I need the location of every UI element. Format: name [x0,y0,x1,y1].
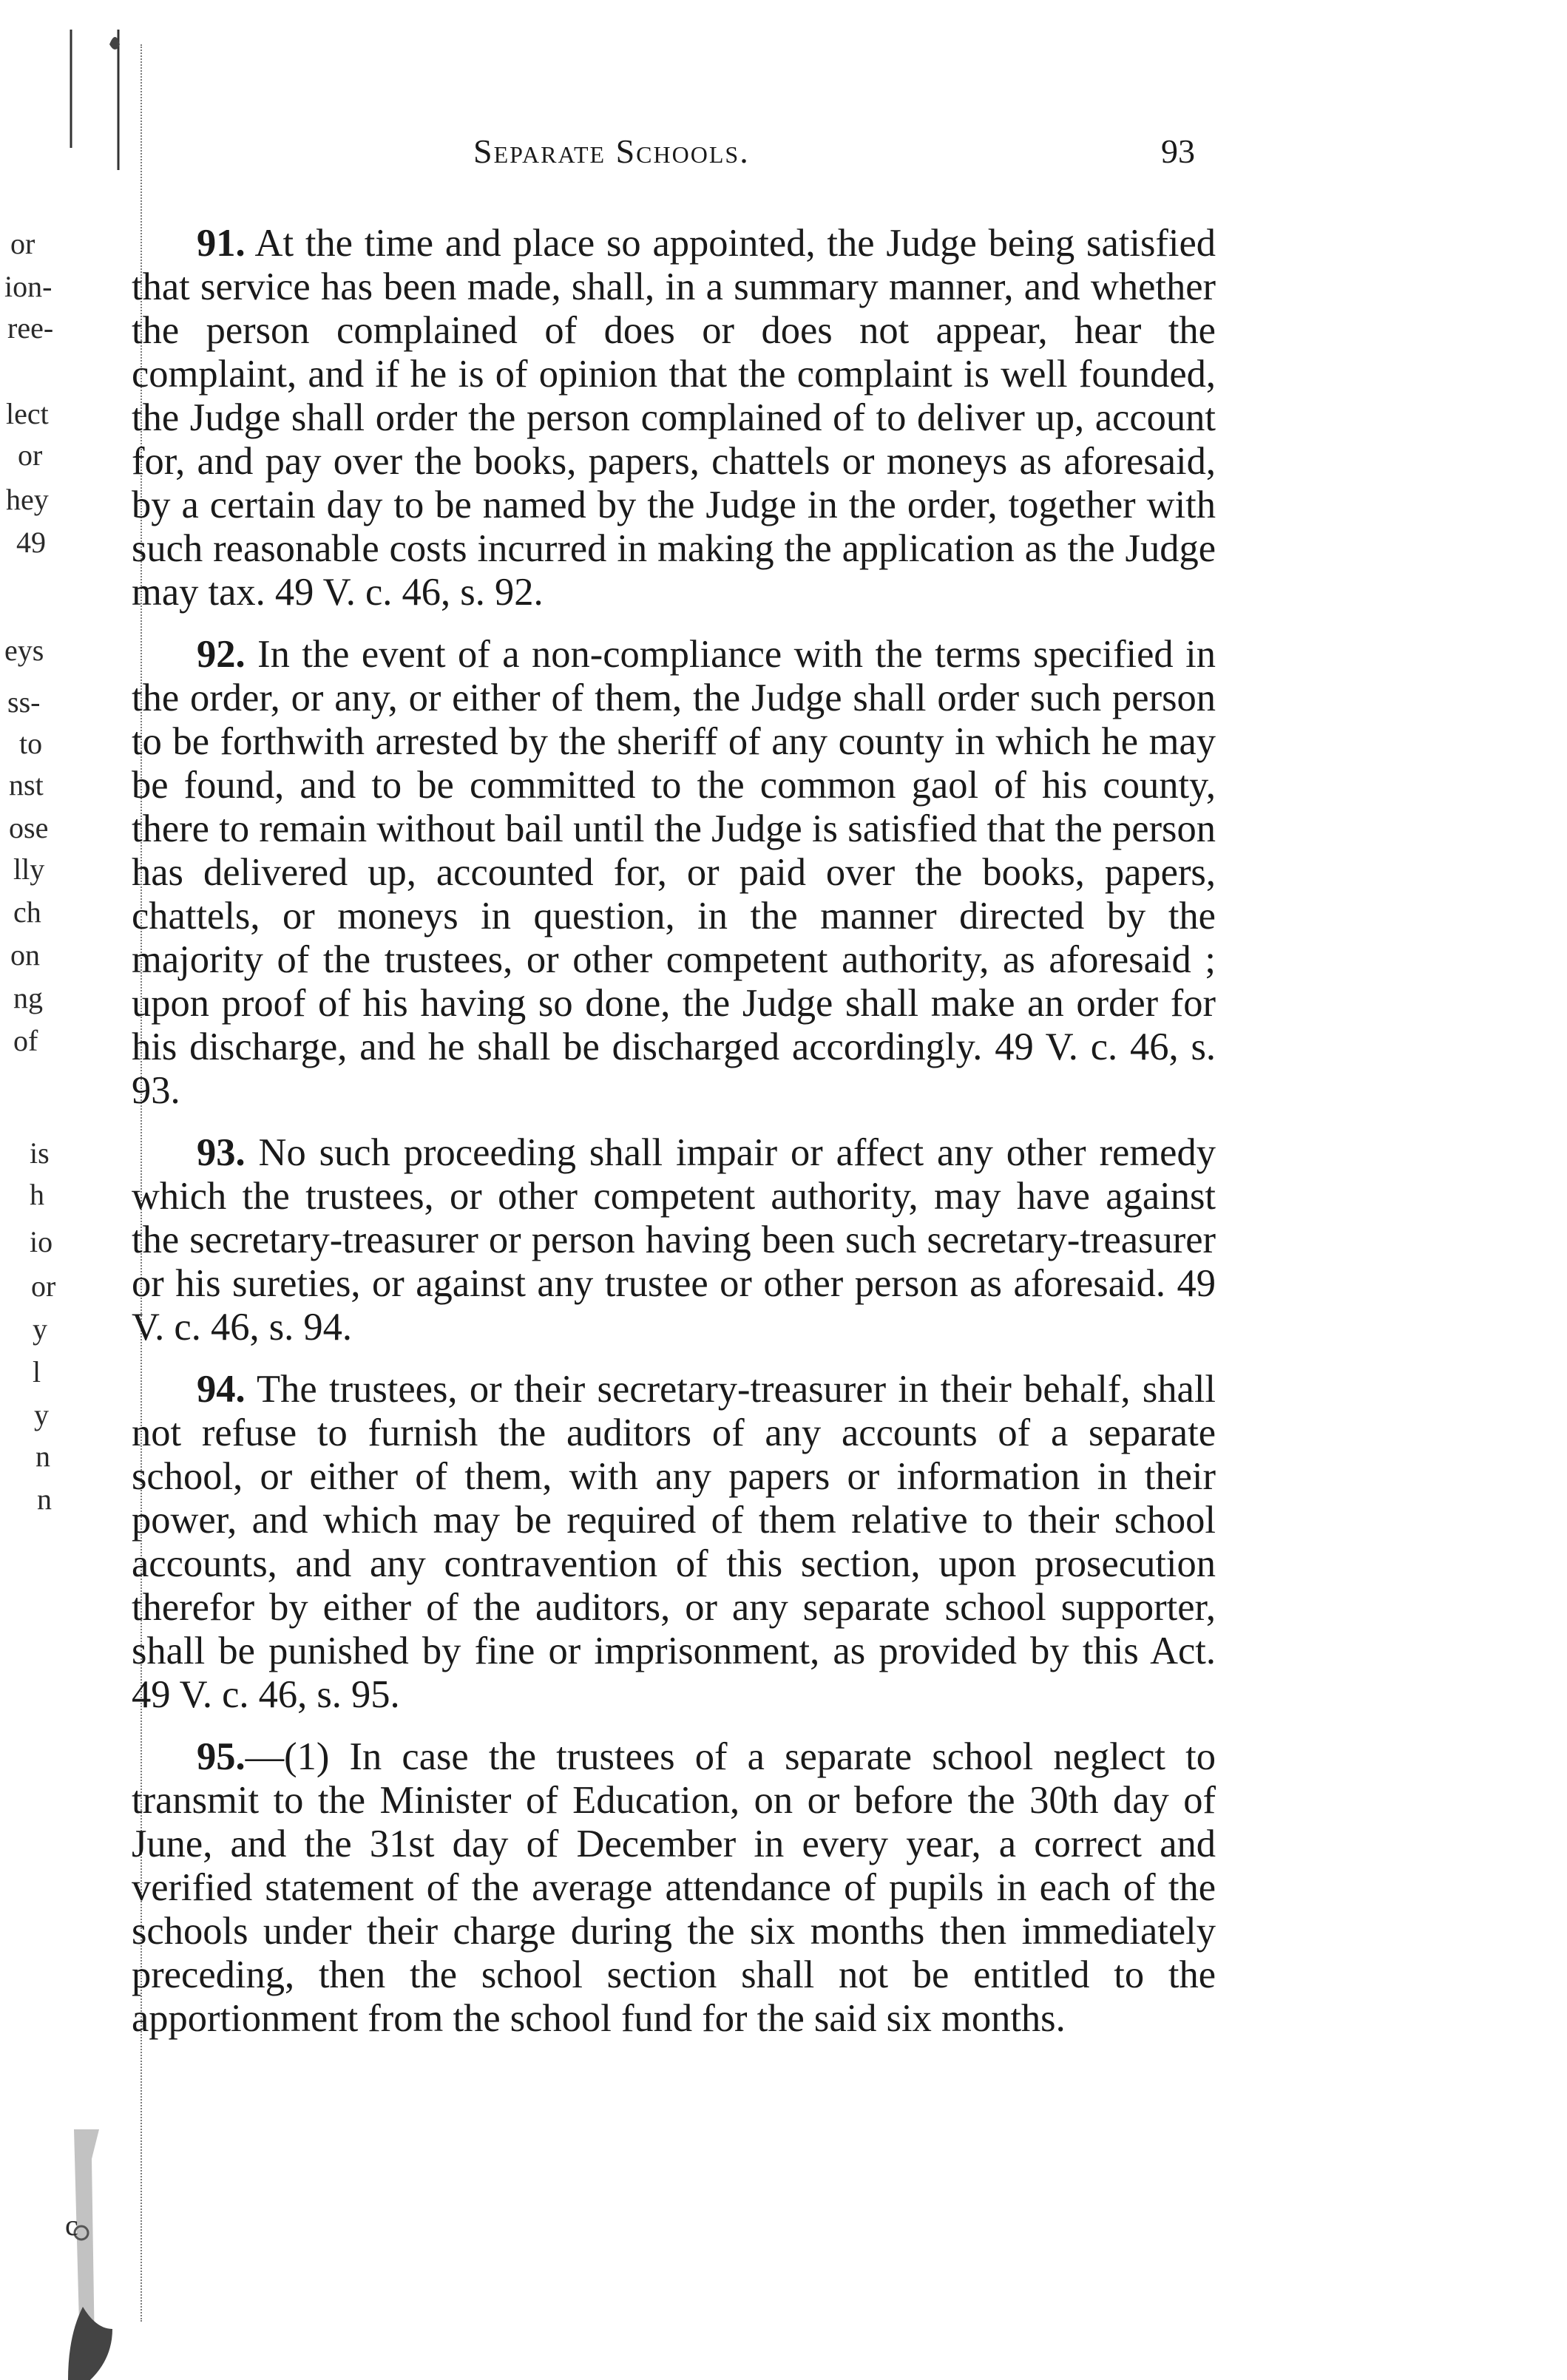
margin-fragment: lly [13,852,45,886]
margin-fragment: of [13,1024,38,1057]
section-91 [132,222,1216,614]
margin-fragment: ree- [7,311,54,345]
section-text: At the time and place so appointed, the Judge being satisfied that service has been made, shall, in a summary manner, and whether the person complained of does or does not appear, hear the complaint, and if he is of opinion that the complaint is well founded, the Judge shall order the person complained of to deliver up, account for, and pay over the books, papers, chattels or moneys as aforesaid, by a certain day to be named by the Judge in the order, together with such reasonable costs incurred in making the application as the Judge may tax. 49 V. c. 46, s. 92. [132,222,1216,614]
running-head: Separate Schools. [473,132,750,170]
margin-fragment: eys [4,634,44,667]
margin-fragment: or [31,1269,56,1303]
section-92 [132,633,1216,1113]
margin-fragment: ss- [7,685,41,719]
section-text: The trustees, or their secretary-treasurer in their behalf, shall not refuse to furnish the auditors of any accounts of a separate school, or either of them, with any papers or information in their power, and which may be required of them relative to their school accounts, and any contravention of this section, upon prosecution therefor by either of the auditors, or any separate school supporter, shall be punished by fine or imprisonment, as provided by this Act. 49 V. c. 46, s. 95. [132,1368,1216,1716]
margin-fragment: nst [9,768,44,801]
margin-fragment: or [10,227,35,260]
margin-fragment: or [18,438,43,472]
margin-fragment: h [30,1178,44,1211]
margin-fragment: io [30,1225,53,1258]
scan-edge-texture [0,0,129,2380]
margin-fragment: ose [9,811,49,844]
section-number: 94. [197,1368,246,1411]
margin-fragment: ion- [4,270,53,303]
margin-fragment: on [10,938,40,972]
section-number: 91. [197,222,246,265]
margin-fragment: n [37,1482,52,1516]
margin-fragment: ng [13,981,43,1014]
margin-fragment: is [30,1136,50,1170]
margin-fragment: to [19,727,43,760]
margin-fragment: ch [13,895,41,929]
section-number: 93. [197,1131,246,1174]
page-number: 93 [1161,132,1195,170]
margin-fragment: lect [6,397,49,430]
section-95 [132,1735,1216,2041]
margin-fragment: hey [6,483,49,516]
margin-fragment: l [33,1355,41,1389]
section-94 [132,1368,1216,1717]
section-number: 92. [197,633,246,676]
section-text: —(1) In case the trustees of a separate school neglect to transmit to the Minister of Education, on or before the 30th day of June, and the 31st day of December in every year, a correct and verified statement of the average attendance of pupils in each of the schools under their charge during the six months then immediately preceding, then the school section shall not be entitled to the apportionment from the school fund for the said six months. [132,1735,1216,2040]
section-93 [132,1131,1216,1349]
section-text: In the event of a non-compliance with the terms specified in the order, or any, or either of them, the Judge shall order such person to be forthwith arrested by the sheriff of any county in which he may be found, and to be committed to the common gaol of his county, there to remain without bail until the Judge is satisfied that the person has delivered up, accounted for, or paid over the books, papers, chattels, or moneys in question, in the manner directed by the majority of the trustees, or other competent authority, as aforesaid ; upon proof of his having so done, the Judge shall make an order for his discharge, and he shall be discharged accordingly. 49 V. c. 46, s. 93. [132,633,1216,1112]
section-number: 95. [197,1735,246,1778]
margin-fragment: 49 [16,526,46,559]
page-body [132,222,1216,2059]
margin-fragment: n [35,1440,50,1473]
margin-fragment: c [65,2208,78,2242]
margin-fragment: y [34,1398,49,1431]
section-text: No such proceeding shall impair or affect any other remedy which the trustees, or other competent authority, may have against the secretary-treasurer or person having been such secretary-treasurer or his sureties, or against any trustee or other person as aforesaid. 49 V. c. 46, s. 94. [132,1131,1216,1349]
margin-fragment: y [33,1312,47,1346]
